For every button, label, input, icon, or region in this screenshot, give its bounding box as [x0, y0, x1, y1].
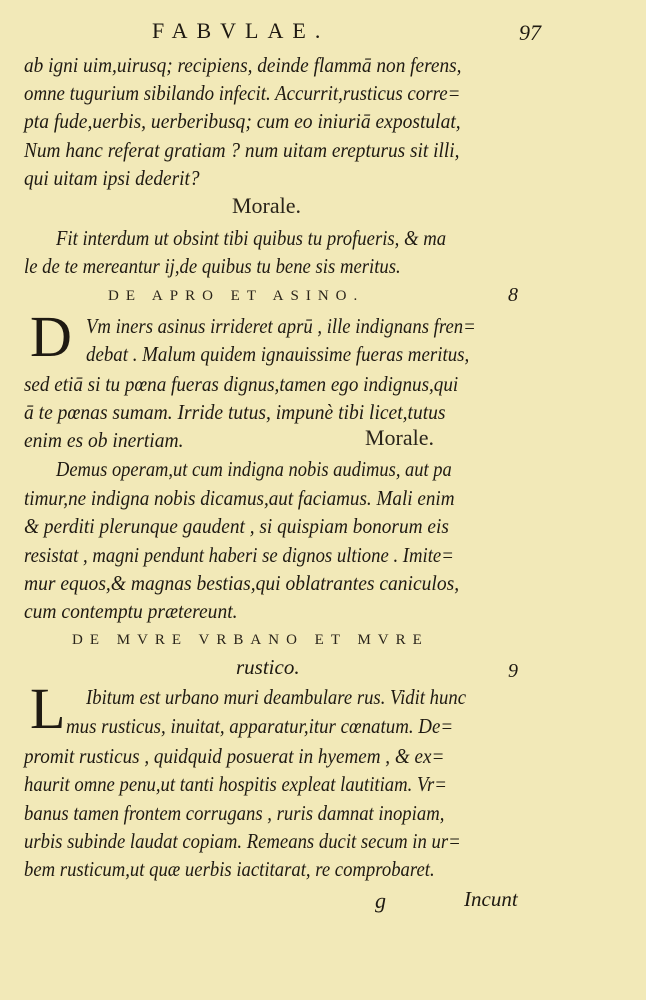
text-line: haurit omne penu,ut tanti hospitis expleat lautitiam. Vr= — [24, 772, 447, 796]
text-line: promit rusticus , quidquid posuerat in hyemem , & ex= — [24, 744, 445, 768]
text-line: Vm iners asinus irrideret aprū , ille indignans fren= — [86, 314, 476, 338]
text-line: ab igni uim,uirusq; recipiens, deinde flammā non ferens, — [24, 53, 462, 77]
text-line: Num hanc referat gratiam ? num uitam erepturus sit illi, — [24, 138, 460, 162]
moral-heading: Morale. — [232, 193, 302, 218]
text-line: sed etiā si tu pœna fueras dignus,tamen ego indignus,qui — [24, 372, 459, 396]
text-line: omne tugurium sibilando infecit. Accurrit,rusticus corre= — [24, 81, 461, 105]
text-line: urbis subinde laudat copiam. Remeans ducit secum in ur= — [24, 829, 461, 853]
fable-title: DE APRO ET ASINO. — [108, 288, 365, 304]
text-line: Ibitum est urbano muri deambulare rus. Vidit hunc — [86, 685, 467, 709]
catchword: Incunt — [464, 887, 518, 911]
moral-heading: Morale. — [365, 425, 435, 450]
moral-line: mur equos,& magnas bestias,qui oblatrantes caniculos, — [24, 571, 460, 595]
moral-line: le de te mereantur ij,de quibus tu bene sis meritus. — [24, 254, 401, 278]
text-line: banus tamen frontem corrugans , ruris damnat inopiam, — [24, 801, 445, 825]
moral-line: resistat , magni pendunt haberi se dignos ultione . Imite= — [24, 543, 454, 567]
text-line: mus rusticus, inuitat, apparatur,itur cœnatum. De= — [66, 714, 454, 738]
fable-number: 8 — [508, 284, 518, 306]
moral-line: cum contemptu prætereunt. — [24, 599, 238, 623]
drop-cap-letter: D — [30, 304, 72, 369]
text-line: ā te pœnas sumam. Irride tutus, impunè tibi licet,tutus — [24, 400, 446, 424]
text-line: pta fude,uerbis, uerberibusq; cum eo iniuriā expostulat, — [24, 109, 461, 133]
fable-number: 9 — [508, 660, 518, 682]
running-title: FABVLAE. — [152, 18, 330, 43]
fable-title-continued: rustico. — [236, 655, 300, 679]
drop-cap-letter: L — [30, 676, 66, 741]
page-number: 97 — [519, 20, 541, 45]
text-line: bem rusticum,ut quæ uerbis iactitarat, re comprobaret. — [24, 857, 435, 881]
moral-line: Demus operam,ut cum indigna nobis audimus, aut pa — [56, 457, 452, 481]
moral-line: & perditi plerunque gaudent , si quispiam bonorum eis — [24, 514, 449, 538]
text-line: qui uitam ipsi dederit? — [24, 166, 200, 190]
moral-line: timur,ne indigna nobis dicamus,aut faciamus. Mali enim — [24, 486, 455, 510]
signature-mark: g — [375, 888, 386, 913]
text-line: debat . Malum quidem ignauissime fueras meritus, — [86, 342, 470, 366]
fable-title: DE MVRE VRBANO ET MVRE — [72, 632, 429, 648]
moral-line: Fit interdum ut obsint tibi quibus tu profueris, & ma — [56, 226, 447, 250]
text-line: enim es ob inertiam. — [24, 428, 184, 452]
running-head — [0, 14, 646, 48]
